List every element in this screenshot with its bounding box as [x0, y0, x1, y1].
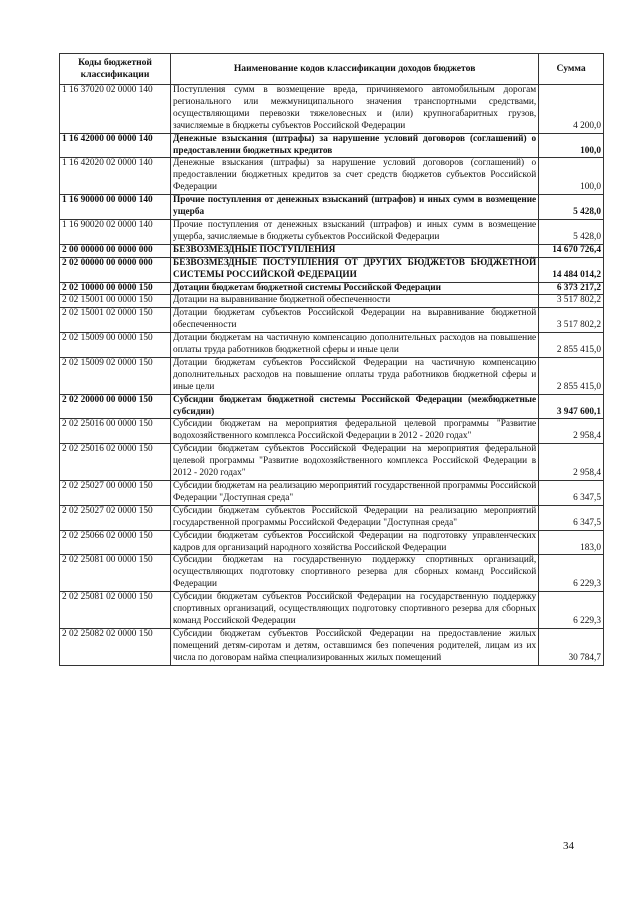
table-row: [60, 444, 604, 481]
row-code: 2 02 25081 00 0000 150: [60, 555, 171, 592]
row-name: Субсидии бюджетам субъектов Российской Федерации на предоставление жилых помещений детям-сиротам и детям, оставшимся без попечения родителей, лицам из их числа по договорам найма специализированных жилых помещений: [171, 628, 539, 665]
row-sum: 3 517 802,2: [539, 308, 604, 333]
header-codes: Коды бюджетной классификации: [60, 54, 171, 85]
header-name: Наименование кодов классификации доходов бюджетов: [171, 54, 539, 85]
row-code: 2 02 00000 00 0000 000: [60, 257, 171, 282]
table-body: [60, 85, 604, 666]
table-row: [60, 481, 604, 506]
page-number: 34: [563, 840, 574, 852]
row-sum: 6 229,3: [539, 555, 604, 592]
budget-revenue-table: [59, 53, 604, 666]
row-name: Денежные взыскания (штрафы) за нарушение условий договоров (соглашений) о предоставлении бюджетных кредитов: [171, 133, 539, 158]
row-sum: 3 947 600,1: [539, 394, 604, 419]
row-sum: 3 517 802,2: [539, 295, 604, 308]
row-sum: 6 373 217,2: [539, 282, 604, 295]
table-row: [60, 282, 604, 295]
row-code: 2 02 15009 02 0000 150: [60, 357, 171, 394]
row-name: Субсидии бюджетам на мероприятия федеральной целевой программы "Развитие водохозяйственного комплекса Российской Федерации в 2012 - 2020 годах": [171, 419, 539, 444]
table-row: [60, 333, 604, 358]
row-sum: 5 428,0: [539, 219, 604, 244]
row-sum: 100,0: [539, 133, 604, 158]
header-sum: Сумма: [539, 54, 604, 85]
table-row: [60, 419, 604, 444]
row-code: 2 02 25016 02 0000 150: [60, 444, 171, 481]
row-code: 2 02 10000 00 0000 150: [60, 282, 171, 295]
table-row: [60, 530, 604, 555]
row-name: Субсидии бюджетам бюджетной системы Российской Федерации (межбюджетные субсидии): [171, 394, 539, 419]
table-row: [60, 628, 604, 665]
table-row: [60, 592, 604, 629]
row-code: 2 02 25016 00 0000 150: [60, 419, 171, 444]
row-sum: 6 229,3: [539, 592, 604, 629]
table-row: [60, 219, 604, 244]
table-header-row: [60, 54, 604, 85]
row-code: 1 16 37020 02 0000 140: [60, 85, 171, 134]
row-sum: 2 958,4: [539, 444, 604, 481]
row-name: Субсидии бюджетам субъектов Российской Федерации на реализацию мероприятий государственной программы Российской Федерации "Доступная среда": [171, 505, 539, 530]
table-row: [60, 308, 604, 333]
row-name: Прочие поступления от денежных взысканий (штрафов) и иных сумм в возмещение ущерба, зачисляемые в бюджеты субъектов Российской Федерации: [171, 219, 539, 244]
row-sum: 30 784,7: [539, 628, 604, 665]
row-name: Субсидии бюджетам субъектов Российской Федерации на мероприятия федеральной целевой программы "Развитие водохозяйственного комплекса Российской Федерации в 2012 - 2020 годах": [171, 444, 539, 481]
row-name: Дотации на выравнивание бюджетной обеспеченности: [171, 295, 539, 308]
table-row: [60, 195, 604, 220]
table-row: [60, 85, 604, 134]
row-name: Субсидии бюджетам на реализацию мероприятий государственной программы Российской Федерации "Доступная среда": [171, 481, 539, 506]
row-name: БЕЗВОЗМЕЗДНЫЕ ПОСТУПЛЕНИЯ ОТ ДРУГИХ БЮДЖЕТОВ БЮДЖЕТНОЙ СИСТЕМЫ РОССИЙСКОЙ ФЕДЕРАЦИИ: [171, 257, 539, 282]
row-code: 2 00 00000 00 0000 000: [60, 244, 171, 257]
table-row: [60, 244, 604, 257]
row-sum: 6 347,5: [539, 505, 604, 530]
row-code: 2 02 25066 02 0000 150: [60, 530, 171, 555]
row-sum: 183,0: [539, 530, 604, 555]
row-sum: 2 855 415,0: [539, 333, 604, 358]
row-name: Дотации бюджетам субъектов Российской Федерации на выравнивание бюджетной обеспеченности: [171, 308, 539, 333]
row-sum: 2 855 415,0: [539, 357, 604, 394]
row-code: 2 02 20000 00 0000 150: [60, 394, 171, 419]
row-name: Поступления сумм в возмещение вреда, причиняемого автомобильным дорогам регионального или межмуниципального значения транспортными средствами, осуществляющими перевозки тяжеловесных и (или) крупногабаритных грузов, зачисляемые в бюджеты субъектов Российской Федерации: [171, 85, 539, 134]
table-row: [60, 555, 604, 592]
row-code: 2 02 25027 00 0000 150: [60, 481, 171, 506]
row-code: 2 02 25027 02 0000 150: [60, 505, 171, 530]
table-row: [60, 295, 604, 308]
row-sum: 100,0: [539, 158, 604, 195]
row-code: 2 02 15001 00 0000 150: [60, 295, 171, 308]
table-row: [60, 133, 604, 158]
row-code: 2 02 25082 02 0000 150: [60, 628, 171, 665]
row-name: Субсидии бюджетам субъектов Российской Федерации на государственную поддержку спортивных организаций, осуществляющих подготовку спортивного резерва для сборных команд Российской Федерации: [171, 592, 539, 629]
row-sum: 6 347,5: [539, 481, 604, 506]
row-name: Прочие поступления от денежных взысканий (штрафов) и иных сумм в возмещение ущерба: [171, 195, 539, 220]
row-sum: 14 670 726,4: [539, 244, 604, 257]
table-row: [60, 505, 604, 530]
row-code: 1 16 90000 00 0000 140: [60, 195, 171, 220]
row-name: Субсидии бюджетам на государственную поддержку спортивных организаций, осуществляющих подготовку спортивного резерва для сборных команд Российской Федерации: [171, 555, 539, 592]
table-row: [60, 257, 604, 282]
table-row: [60, 158, 604, 195]
row-sum: 4 200,0: [539, 85, 604, 134]
row-name: БЕЗВОЗМЕЗДНЫЕ ПОСТУПЛЕНИЯ: [171, 244, 539, 257]
table-row: [60, 357, 604, 394]
row-sum: 14 484 014,2: [539, 257, 604, 282]
row-code: 2 02 15001 02 0000 150: [60, 308, 171, 333]
row-code: 1 16 90020 02 0000 140: [60, 219, 171, 244]
row-name: Субсидии бюджетам субъектов Российской Федерации на подготовку управленческих кадров для организаций народного хозяйства Российской Федерации: [171, 530, 539, 555]
row-sum: 2 958,4: [539, 419, 604, 444]
row-code: 1 16 42000 00 0000 140: [60, 133, 171, 158]
row-name: Дотации бюджетам субъектов Российской Федерации на частичную компенсацию дополнительных расходов на повышение оплаты труда работников бюджетной сферы и иные цели: [171, 357, 539, 394]
row-code: 2 02 15009 00 0000 150: [60, 333, 171, 358]
row-name: Денежные взыскания (штрафы) за нарушение условий договоров (соглашений) о предоставлении бюджетных кредитов за счет средств бюджетов субъектов Российской Федерации: [171, 158, 539, 195]
row-name: Дотации бюджетам бюджетной системы Российской Федерации: [171, 282, 539, 295]
row-code: 1 16 42020 02 0000 140: [60, 158, 171, 195]
row-sum: 5 428,0: [539, 195, 604, 220]
row-code: 2 02 25081 02 0000 150: [60, 592, 171, 629]
table-row: [60, 394, 604, 419]
row-name: Дотации бюджетам на частичную компенсацию дополнительных расходов на повышение оплаты труда работников бюджетной сферы и иные цели: [171, 333, 539, 358]
